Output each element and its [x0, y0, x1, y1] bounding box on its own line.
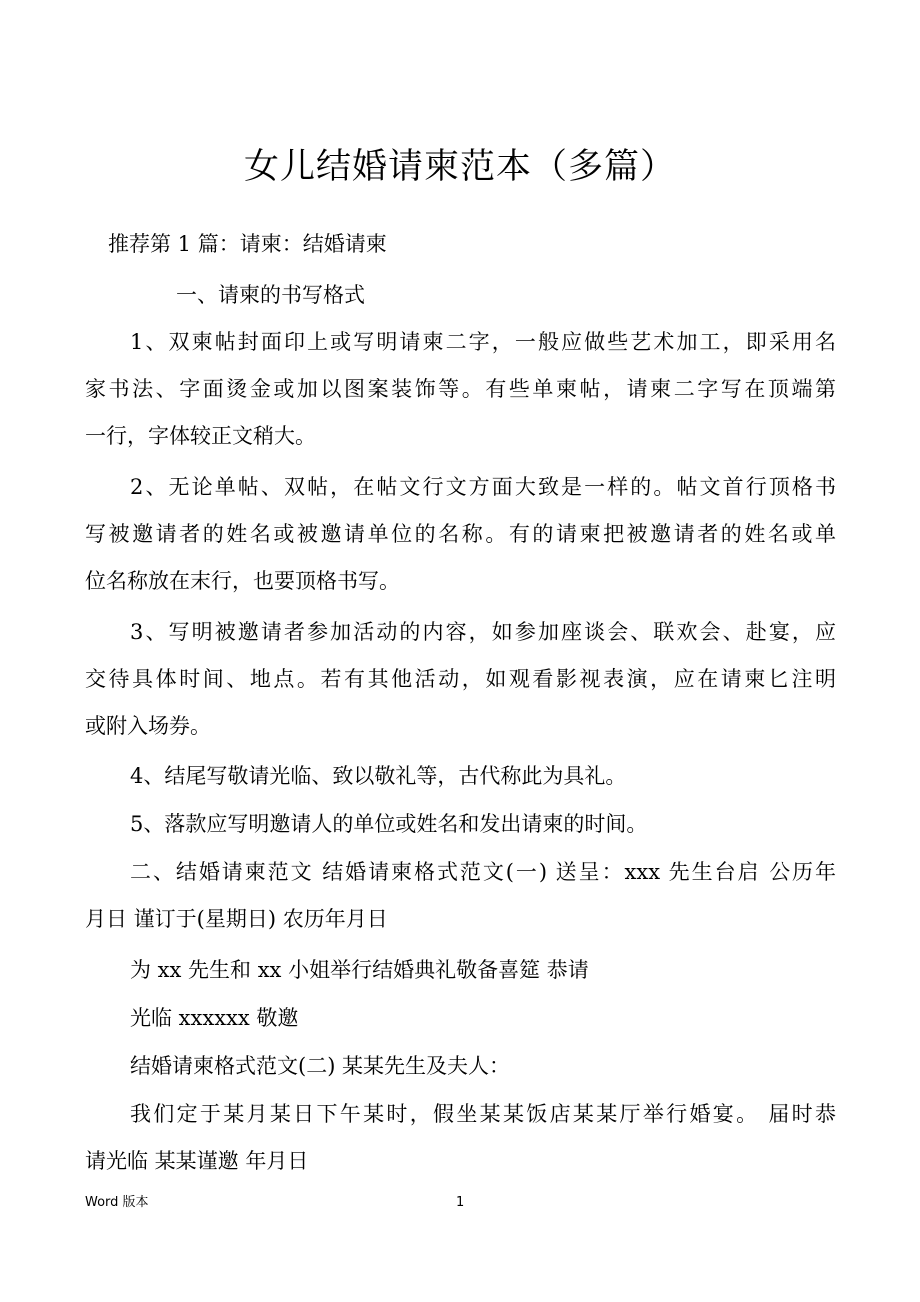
paragraph-line: 家书法、字面烫金或加以图案装饰等。有些单柬帖，请柬二字写在顶端第 — [85, 377, 836, 401]
paragraph-line: 3、写明被邀请者参加活动的内容，如参加座谈会、联欢会、赴宴，应 — [130, 620, 836, 644]
paragraph-line: 位名称放在末行，也要顶格书写。 — [85, 569, 400, 593]
paragraph-line: 写被邀请者的姓名或被邀请单位的名称。有的请柬把被邀请者的姓名或单 — [85, 522, 836, 546]
footer-page-number: 1 — [456, 1195, 465, 1210]
page-title: 女儿结婚请柬范本（多篇） — [243, 147, 676, 187]
paragraph-line: 为 xx 先生和 xx 小姐举行结婚典礼敬备喜筵 恭请 — [130, 958, 589, 982]
footer-label: Word 版本 — [85, 1195, 149, 1210]
paragraph-line: 2、无论单帖、双帖，在帖文行文方面大致是一样的。帖文首行顶格书 — [130, 475, 836, 499]
paragraph-line: 交待具体时间、地点。若有其他活动，如观看影视表演，应在请柬匕注明 — [85, 667, 836, 691]
paragraph-line: 一行，字体较正文稍大。 — [85, 424, 316, 448]
section-heading: 一、请柬的书写格式 — [176, 283, 365, 307]
paragraph-line: 我们定于某月某日下午某时，假坐某某饭店某某厅举行婚宴。 届时恭 — [130, 1102, 836, 1126]
paragraph-line: 二、结婚请柬范文 结婚请柬格式范文(一) 送呈：xxx 先生台启 公历年 — [130, 860, 836, 884]
paragraph-line: 请光临 某某谨邀 年月日 — [85, 1149, 309, 1173]
paragraph-line: 光临 xxxxxx 敬邀 — [130, 1006, 299, 1030]
paragraph-line: 或附入场券。 — [85, 714, 211, 738]
paragraph-line: 结婚请柬格式范文(二) 某某先生及夫人： — [130, 1054, 511, 1078]
paragraph-line: 1、双柬帖封面印上或写明请柬二字，一般应做些艺术加工，即采用名 — [130, 330, 836, 354]
recommendation-line: 推荐第 1 篇：请柬：结婚请柬 — [108, 232, 387, 256]
paragraph-line: 月日 谨订于(星期日) 农历年月日 — [85, 907, 388, 931]
paragraph-line: 4、结尾写敬请光临、致以敬礼等，古代称此为具礼。 — [130, 764, 627, 788]
paragraph-line: 5、落款应写明邀请人的单位或姓名和发出请柬的时间。 — [130, 812, 648, 836]
